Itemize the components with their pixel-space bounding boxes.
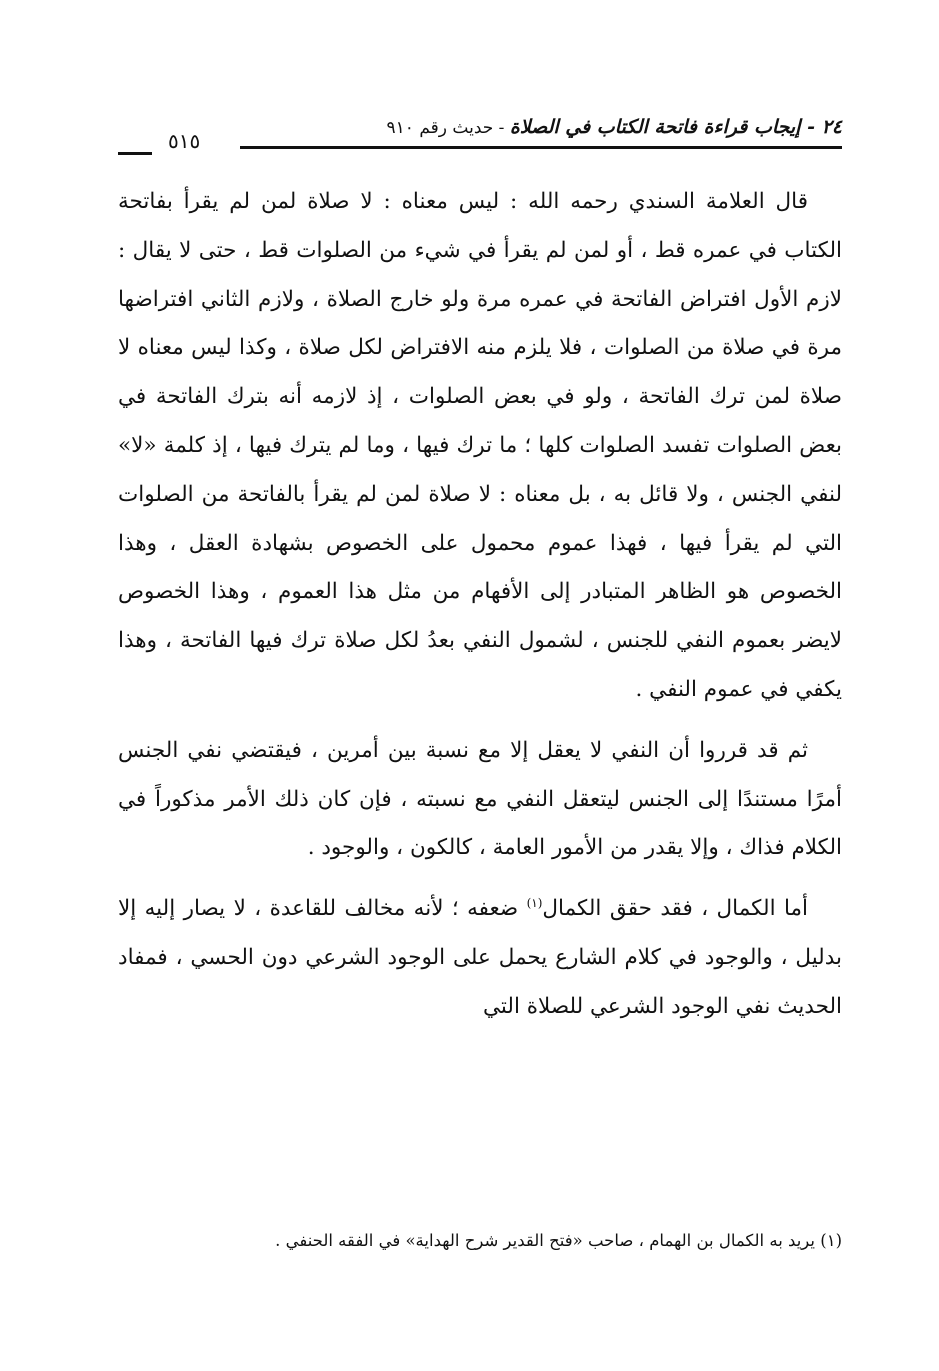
paragraph-3 (118, 885, 842, 1031)
paragraph-3-rest: ضعفه ؛ لأنه مخالف للقاعدة ، لا يصار إليه إلا بدليل ، والوجود في كلام الشارع يحمل على الوجود الشرعي دون الحسي ، فمفاد الحديث نفي الوجود الشرعي للصلاة التي (118, 896, 842, 1019)
hadith-number: - حديث رقم ٩١٠ (386, 118, 510, 138)
paragraph-2: ثم قد قرروا أن النفي لا يعقل إلا مع نسبة بين أمرين ، فيقتضي نفي الجنس أمرًا مستندًا إلى الجنس ليتعقل النفي مع نسبته ، فإن كان ذلك الأمر مذكوراً في الكلام فذاك ، وإلا يقدر من الأمور العامة ، كالكون ، والوجود . (118, 737, 842, 861)
chapter-title (387, 112, 842, 143)
paragraph-1: قال العلامة السندي رحمه الله : ليس معناه : لا صلاة لمن لم يقرأ بفاتحة الكتاب في عمره قط ، أو لمن لم يقرأ في شيء من الصلوات قط ، حتى لا يقال : لازم الأول افتراض الفاتحة في عمره مرة ولو خارج الصلاة ، ولازم الثاني افتراضها مرة في صلاة من الصلوات ، فلا يلزم منه الافتراض لكل صلاة ، وكذا ليس معناه لا صلاة لمن ترك الفاتحة ، ولو في بعض الصلوات ، إذ لازمه أنه بترك الفاتحة في بعض الصلوات تفسد الصلوات كلها ؛ ما ترك فيها ، وما لم يترك فيها ، إذ كلمة «لا» لنفي الجنس ، ولا قائل به ، بل معناه : لا صلاة لمن لم يقرأ بالفاتحة من الصلوات التي لم يقرأ فيها ، فهذا عموم محمول على الخصوص بشهادة العقل ، وهذا الخصوص هو الظاهر المتبادر إلى الأفهام من مثل هذا العموم ، وهذا الخصوص لايضر بعموم النفي للجنس ، لشمول النفي بعدُ لكل صلاة ترك فيها الفاتحة ، وهذا يكفي في عموم النفي . (118, 189, 842, 702)
header-rule (240, 146, 842, 149)
body-text (118, 178, 842, 1032)
footnote: (١) يريد به الكمال بن الهمام ، صاحب «فتح القدير شرح الهداية» في الفقه الحنفي . (275, 1231, 842, 1250)
chapter-title-main: ٢٤ - إيجاب قراءة فاتحة الكتاب في الصلاة (509, 116, 842, 138)
page-number: ٥١٥ (168, 129, 201, 153)
page-number-dash (118, 152, 152, 155)
running-header (118, 112, 842, 160)
paragraph-3-start: أما الكمال ، فقد حقق الكمال (542, 896, 809, 922)
footnote-reference: (١) (526, 896, 543, 910)
